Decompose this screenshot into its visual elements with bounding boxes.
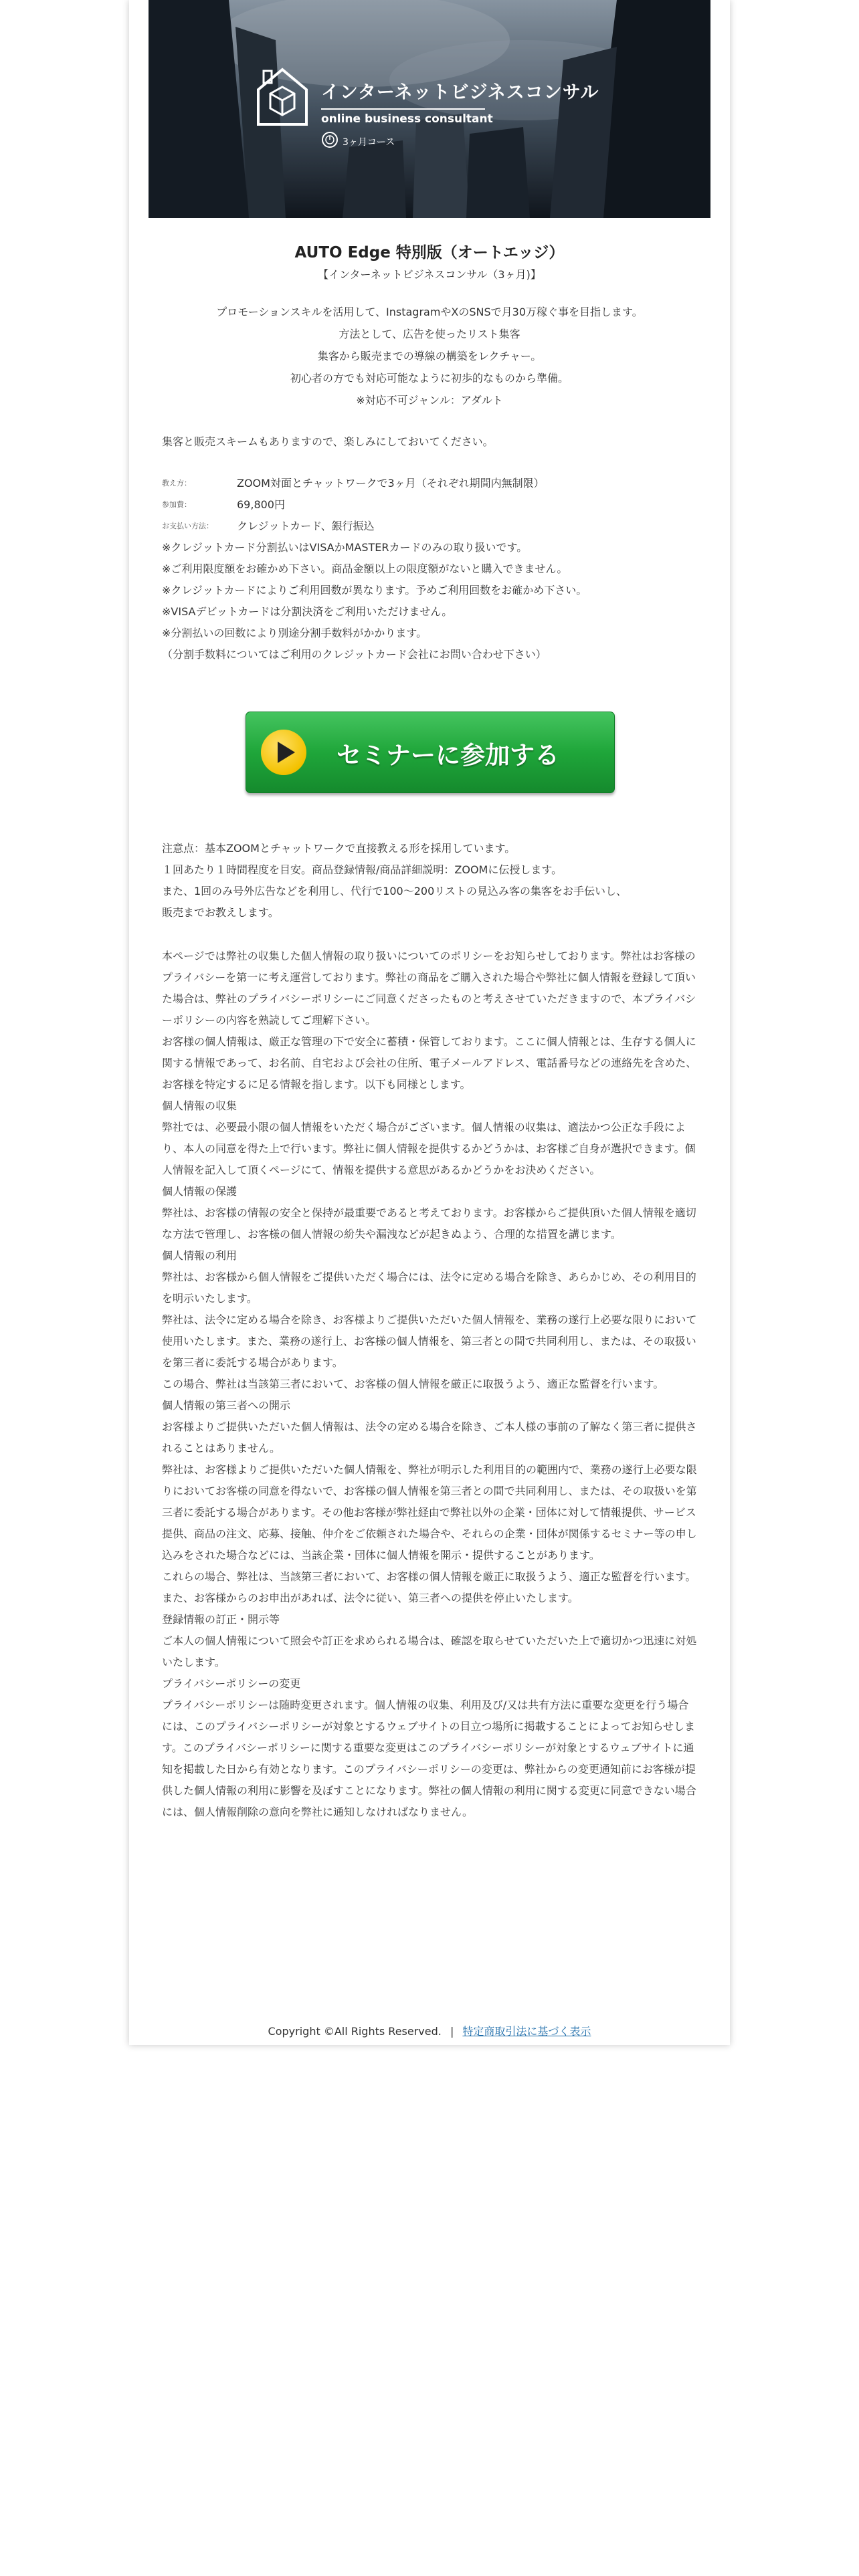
fee-label: 参加費：	[162, 500, 191, 509]
house-logo-icon	[256, 67, 309, 128]
policy-body: プライバシーポリシーは随時変更されます。個人情報の収集、利用及び/又は共有方法に重要な変更を行う場合には、このプライバシーポリシーが対象とするウェブサイトの目立つ場所に掲載することによってお知らせします。このプライバシーポリシーに関する重要な変更はこのプライバシーポリシーが対象とするウェブサイトに通知を掲載した日から有効となります。このプライバシーポリシーの変更は、弊社からの変更通知前にお客様が提供した個人情報の利用に影響を及ぼすことになります。弊社の個人情報の利用に関する変更に同意できない場合には、個人情報削除の意向を弊社に通知しなければなりません。	[162, 1699, 696, 1818]
intro-line: 初心者の方でも対応可能なように初歩的なものから準備。	[290, 372, 569, 385]
join-seminar-button[interactable]	[246, 712, 615, 793]
policy-body: 弊社は、お客様の情報の安全と保持が最重要であると考えております。お客様からご提供頂いた個人情報を適切な方法で管理し、お客様の個人情報の紛失や漏洩などが起きぬよう、合理的な措置を講じます。	[162, 1206, 696, 1241]
fee-value: 69,800円	[237, 498, 285, 511]
note-line: 販売までお教えします。	[162, 906, 279, 919]
details-block	[162, 473, 697, 665]
payment-note: ※クレジットカードによりご利用回数が異なります。予めご利用回数をお確かめ下さい。	[162, 584, 587, 597]
intro-line: 方法として、広告を使ったリスト集客	[339, 328, 520, 340]
join-seminar-label: セミナーに参加する	[337, 741, 559, 770]
detail-row-method	[162, 473, 697, 494]
note-line: 注意点：基本ZOOMとチャットワークで直接教える形を採用しています。	[162, 842, 516, 855]
copyright-text: Copyright ©All Rights Reserved.	[268, 2025, 442, 2038]
product-title: AUTO Edge 特別版（オートエッジ）	[294, 244, 565, 261]
commercial-law-link[interactable]: 特定商取引法に基づく表示	[462, 2025, 591, 2038]
course-badge: 3ヶ月コース	[343, 137, 395, 148]
hero-banner	[149, 0, 710, 218]
policy-heading: プライバシーポリシーの変更	[162, 1677, 301, 1690]
privacy-policy	[162, 946, 697, 1823]
clock-icon	[321, 131, 339, 148]
hero-title: インターネットビジネスコンサル	[321, 82, 599, 103]
policy-heading: 登録情報の訂正・開示等	[162, 1613, 280, 1626]
policy-intro: 本ページでは弊社の収集した個人情報の取り扱いについてのポリシーをお知らせしております。弊社はお客様のプライバシーを第一に考え運営しております。弊社の商品をご購入された場合や弊社に個人情報を登録して頂いた場合は、弊社のプライバシーポリシーにご同意くださったものと考えさせていただきますので、本プライバシーポリシーの内容を熟読してご理解下さい。	[162, 950, 696, 1027]
intro-line: ※対応不可ジャンル：アダルト	[356, 394, 503, 407]
payment-note: ※分割払いの回数により別途分割手数料がかかります。	[162, 627, 427, 639]
footer	[129, 2024, 730, 2040]
policy-body: 弊社は、お客様よりご提供いただいた個人情報を、弊社が明示した利用目的の範囲内で、業務の遂行上必要な限りにおいてお客様の同意を得ないで、お客様の個人情報を第三者との間で共同利用し、または、その取扱いを第三者に委託する場合があります。その他お客様が弊社経由で弊社以外の企業・団体に対して情報提供、サービス提供、商品の注文、応募、接触、仲介をご依頼された場合や、それらの企業・団体が関係するセミナー等の申し込みをされた場合などには、当該企業・団体に個人情報を開示・提供することがあります。	[162, 1463, 697, 1562]
payment-note: ※ご利用限度額をお確かめ下さい。商品金額以上の限度額がないと購入できません。	[162, 562, 568, 575]
method-value: ZOOM対面とチャットワークで3ヶ月（それぞれ期間内無制限）	[237, 477, 545, 490]
footer-separator: |	[450, 2025, 454, 2038]
lesson-notes	[162, 838, 697, 924]
policy-body: これらの場合、弊社は、当該第三者において、お客様の個人情報を厳正に取扱うよう、適正な監督を行います。また、お客様からのお申出があれば、法令に従い、第三者への提供を停止いたします。	[162, 1570, 696, 1604]
policy-heading: 個人情報の収集	[162, 1099, 237, 1112]
detail-row-fee	[162, 494, 697, 516]
payment-label: お支払い方法：	[162, 522, 213, 530]
policy-body: 弊社では、必要最小限の個人情報をいただく場合がございます。個人情報の収集は、適法かつ公正な手段により、本人の同意を得た上で行います。弊社に個人情報を提供するかどうかは、お客様ご自身が選択できます。個人情報を記入して頂くページにて、情報を提供する意思があるかどうかをお決めください。	[162, 1121, 696, 1176]
payment-note: ※クレジットカード分割払いはVISAかMASTERカードのみの取り扱いです。	[162, 541, 528, 554]
payment-note: （分割手数料についてはご利用のクレジットカード会社にお問い合わせ下さい）	[162, 648, 547, 661]
intro-line: プロモーションスキルを活用して、InstagramやXのSNSで月30万稼ぐ事を目指します。	[216, 306, 643, 318]
hero-subtitle: online business consultant	[321, 108, 485, 126]
detail-row-payment	[162, 516, 697, 537]
policy-body: お客様よりご提供いただいた個人情報は、法令の定める場合を除き、ご本人様の事前の了解なく第三者に提供されることはありません。	[162, 1420, 697, 1455]
payment-note: ※VISAデビットカードは分割決済をご利用いただけません。	[162, 605, 453, 618]
policy-heading: 個人情報の第三者への開示	[162, 1399, 291, 1412]
method-label: 教え方：	[162, 479, 191, 488]
note-line: また、1回のみ号外広告などを利用し、代行で100〜200リストの見込み客の集客をお手伝いし、	[162, 885, 627, 897]
policy-body: 弊社は、お客様から個人情報をご提供いただく場合には、法令に定める場合を除き、あらかじめ、その利用目的を明示いたします。	[162, 1271, 696, 1305]
intro-line: 集客から販売までの導線の構築をレクチャー。	[317, 350, 542, 362]
product-subtitle: 【インターネットビジネスコンサル（3ヶ月)】	[318, 268, 541, 281]
scheme-note: 集客と販売スキームもありますので、楽しみにしておいてください。	[162, 435, 494, 448]
payment-value: クレジットカード、銀行振込	[237, 520, 375, 532]
product-section	[162, 241, 697, 665]
policy-intro: お客様の個人情報は、厳正な管理の下で安全に蓄積・保管しております。ここに個人情報とは、生存する個人に関する情報であって、お名前、自宅および会社の住所、電子メールアドレス、電話番号などの連絡先を含めた、お客様を特定するに足る情報を指します。以下も同様とします。	[162, 1035, 697, 1091]
policy-body: ご本人の個人情報について照会や訂正を求められる場合は、確認を取らせていただいた上で適切かつ迅速に対処いたします。	[162, 1634, 697, 1669]
product-intro	[162, 301, 697, 411]
policy-heading: 個人情報の保護	[162, 1185, 237, 1198]
policy-body: 弊社は、法令に定める場合を除き、お客様よりご提供いただいた個人情報を、業務の遂行上必要な限りにおいて使用いたします。また、業務の遂行上、お客様の個人情報を、第三者との間で共同利用し、または、その取扱いを第三者に委託する場合があります。	[162, 1313, 697, 1369]
play-icon	[261, 730, 306, 775]
policy-body: この場合、弊社は当該第三者において、お客様の個人情報を厳正に取扱うよう、適正な監督を行います。	[162, 1378, 664, 1390]
page-card	[129, 0, 730, 2045]
policy-heading: 個人情報の利用	[162, 1249, 237, 1262]
note-line: １回あたり１時間程度を目安。商品登録情報/商品詳細説明：ZOOMに伝授します。	[162, 863, 563, 876]
